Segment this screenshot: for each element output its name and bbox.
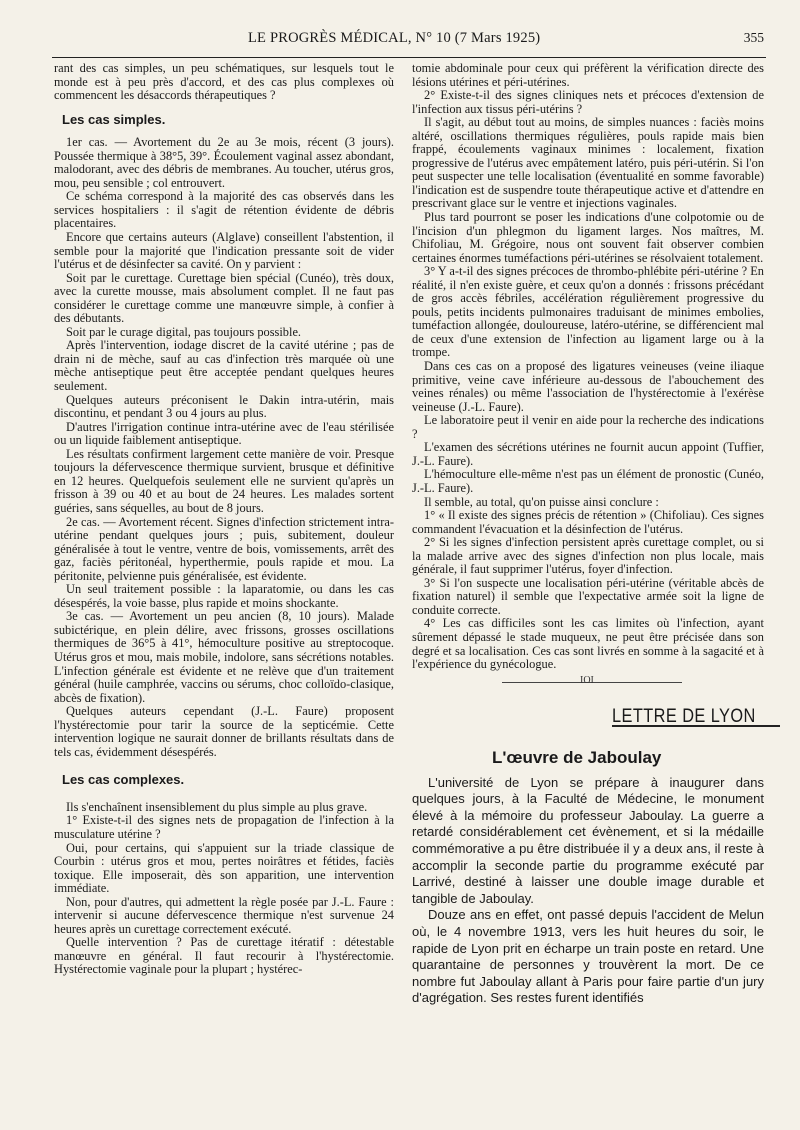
paragraph: Quelques auteurs cependant (J.-L. Faure) proposent l'hystérectomie pour tarir la source de la septicémie. Cette intervention logique ne saurait donner de brillants résultats dans de tels cas, évidemment désespérés. — [54, 704, 394, 759]
paragraph: 2e cas. — Avortement récent. Signes d'infection strictement intra-utérine pendant quelques jours ; puis, subitement, douleur généralisée à tout le ventre, ventre de bois, vomissements, arrêt des gaz, faciès péritonéal, hyperthermie, pouls rapide et mou. La péritonite, pelvienne puis généralisée, est évidente. — [54, 514, 394, 583]
paragraph: D'autres l'irrigation continue intra-utérine avec de l'eau stérilisée ou un liquide faiblement antiseptique. — [54, 419, 394, 448]
paragraph: Encore que certains auteurs (Alglave) conseillent l'abstention, il semble pour la majorité que l'indication pressante soit de vider l'utérus et de désinfecter sa cavité. On y parvient : — [54, 230, 394, 272]
header-rule — [52, 57, 766, 58]
paragraph: 1er cas. — Avortement du 2e au 3e mois, récent (3 jours). Poussée thermique à 38°5, 39°. Écoulement vaginal assez abondant, malodorant, avec des débris de membranes. Au toucher, utérus gros, mou, peu sensible ; col entrouvert. — [54, 135, 394, 190]
paragraph: Oui, pour certains, qui s'appuient sur la triade classique de Courbin : utérus gros et mou, pertes noirâtres et fétides, faciès toxique. Elle imposerait, dès son apparition, une intervention immédiate. — [54, 840, 394, 896]
paragraph: Soit par le curage digital, pas toujours possible. — [66, 324, 302, 339]
right-column — [412, 62, 764, 1007]
section-heading-complex-cases: Les cas complexes. — [62, 772, 185, 788]
paragraph: L'université de Lyon se prépare à inaugurer dans quelques jours, à la Faculté de Médecine, le monument élevé à la mémoire du professeur Jaboulay. La guerre a retardé considérablement cet évènement, et si la médaille commémorative a pu être distribuée il y a deux ans, il reste à accomplir la seconde partie du programme exécuté par Larrivé, destiné à laisser une double image durable et tangible de Jaboulay. — [412, 774, 764, 906]
paragraph: Il s'agit, au début tout au moins, de simples nuances : faciès moins altéré, oscillations thermiques régulières, pouls rapide mais bien frappé, écoulements vaginaux minimes : localement, fixation progressive de l'utérus avec empâtement latéro, puis péri-utérin. Si l'on peut suspecter une telle localisation (éventualité en somme favorable) l'indication est de suspendre toute thérapeutique active et d'attendre en prescrivant glace sur le ventre et injections vaginales. — [412, 115, 764, 211]
paragraph: 4° Les cas difficiles sont les cas limites où l'infection, ayant sûrement dépassé le stade muqueux, ne peut être précisée dans son degré et sa localisation. Ces cas sont livrés en somme à la sagacité et à l'expérience du gynécologue. — [412, 616, 764, 672]
paragraph: Dans ces cas on a proposé des ligatures veineuses (veine iliaque primitive, veine cave inférieure au-dessous de l'abouchement des veines rénales) ou même l'association de l'hystérectomie à l'exérèse veineuse (J.-L. Faure). — [412, 359, 764, 414]
paragraph: 3° Y a-t-il des signes précoces de thrombo-phlébite péri-utérine ? En réalité, il n'en existe guère, et ceux qu'on a donnés : frissons précédant de gros accès fébriles, accélération régulièrement progressive du pouls, petits incidents pulmonaires traduisant de minimes embolies, tuméfaction allongée, douloureuse, latéro-utérine, se différencient mal de ceux d'une extension de l'infection au ligament large ou à la trompe. — [412, 264, 764, 360]
paragraph: tomie abdominale pour ceux qui préfèrent la vérification directe des lésions utérines et péri-utérines. — [412, 61, 764, 89]
paragraph: rant des cas simples, un peu schématiques, sur lesquels tout le monde est à peu près d'accord, et des cas plus complexes où commencent les désaccords thérapeutiques ? — [54, 61, 394, 103]
article-body — [412, 775, 764, 1007]
paragraph: 3° Si l'on suspecte une localisation péri-utérine (véritable abcès de fixation naturel) il semble que l'expectative armée soit la ligne de conduite correcte. — [412, 575, 764, 617]
paragraph: 3e cas. — Avortement un peu ancien (8, 10 jours). Malade subictérique, en plein délire, avec frissons, grosses oscillations thermiques de 36°5 à 41°, hémoculture positive au streptocoque. Utérus gros et mou, mais mobile, indolore, sans sécrétions notables. L'infection générale est évidente et ne relève que d'un traitement général (huile camphrée, vaccins ou sérums, choc colloïdo-clasique, abcès de fixation). — [54, 609, 394, 705]
paragraph: Le laboratoire peut il venir en aide pour la recherche des indications ? — [412, 413, 764, 441]
section-heading-simple-cases: Les cas simples. — [62, 111, 166, 127]
section-title-box — [612, 705, 780, 728]
page-number: 355 — [743, 30, 764, 45]
paragraph: L'examen des sécrétions utérines ne fournit aucun appoint (Tuffier, J.-L. Faure). — [412, 440, 764, 468]
ornament-text: IOI — [580, 674, 594, 686]
running-title: LE PROGRÈS MÉDICAL, N° 10 (7 Mars 1925) — [248, 30, 541, 46]
paragraph: Quelle intervention ? Pas de curettage itératif : détestable manœuvre en général. Il faut recourir à l'hystérectomie. Hystérectomie vaginale pour la plupart ; hystérec- — [54, 935, 394, 977]
paragraph: 1° Existe-t-il des signes nets de propagation de l'infection à la musculature utérine ? — [54, 813, 394, 841]
paragraph: Plus tard pourront se poser les indications d'une colpotomie ou de l'incision d'un phlegmon du ligament larges. Nos maîtres, M. Chifoliau, M. Grégoire, nous ont souvent fait observer combien certaines énormes tuméfactions péri-utérines se résolvaient totalement. — [412, 210, 764, 265]
paragraph: L'hémoculture elle-même n'est pas un élément de pronostic (Cunéo, J.-L. Faure). — [412, 467, 764, 495]
divider-ornament — [412, 672, 764, 696]
paragraph: Ils s'enchaînent insensiblement du plus simple au plus grave. — [66, 799, 368, 814]
paragraph: Un seul traitement possible : la laparatomie, ou dans les cas désespérés, la voie basse, plus rapide et moins shockante. — [54, 582, 394, 610]
paragraph: Après l'intervention, iodage discret de la cavité utérine ; pas de drain ni de mèche, sauf au cas d'infection très marquée où une mèche antiseptique peut être acceptée pendant quelques heures seulement. — [54, 338, 394, 394]
paragraph: Il semble, au total, qu'on puisse ainsi conclure : — [424, 494, 659, 509]
paragraph: Quelques auteurs préconisent le Dakin intra-utérin, mais discontinu, et pendant 3 ou 4 jours au plus. — [54, 392, 394, 421]
section-title: LETTRE DE LYON — [612, 705, 756, 727]
paragraph: Soit par le curettage. Curettage bien spécial (Cunéo), très doux, avec la curette mousse, mais absolument complet. Il ne faut pas considérer le curettage comme une manœuvre simple, à confier à des débutants. — [54, 270, 394, 326]
paragraph: Non, pour d'autres, qui admettent la règle posée par J.-L. Faure : intervenir si aucune défervescence thermique n'est survenue 24 heures après un curettage correctement exécuté. — [54, 894, 394, 936]
paragraph: Douze ans en effet, ont passé depuis l'accident de Melun où, le 4 novembre 1913, vers les huit heures du soir, le rapide de Lyon prit en écharpe un train poste en retard. Une quarantaine de personnes y trouvèrent la mort. De ce nombre fut Jaboulay allant à Paris pour faire partie d'un jury d'agrégation. Ses restes furent identifiés — [412, 907, 764, 1006]
paragraph: 2° Existe-t-il des signes cliniques nets et précoces d'extension de l'infection aux tissus péri-utérins ? — [412, 88, 764, 116]
article-title: L'œuvre de Jaboulay — [492, 748, 662, 768]
page-header — [52, 30, 764, 50]
paragraph: 2° Si les signes d'infection persistent après curettage complet, ou si la malade arrive avec des signes d'infection non plus locale, mais générale, il faut supprimer l'utérus, foyer d'infection. — [412, 535, 764, 577]
paragraph: Les résultats confirment largement cette manière de voir. Presque toujours la défervescence thermique survient, brusque et définitive en 12 heures. Quelquefois seulement elle ne survient qu'après un frisson à 39 ou 40 et au bout de 24 heures. Les malades sortent guéries, sans séquelles, au bout de 8 jours. — [54, 446, 394, 515]
paragraph: 1° « Il existe des signes précis de rétention » (Chifoliau). Ces signes commandent l'évacuation et la désinfection de l'utérus. — [412, 508, 764, 536]
paragraph: Ce schéma correspond à la majorité des cas observés dans les services hospitaliers : il s'agit de rétention évidente de débris placentaires. — [54, 189, 394, 231]
left-column — [54, 62, 394, 977]
